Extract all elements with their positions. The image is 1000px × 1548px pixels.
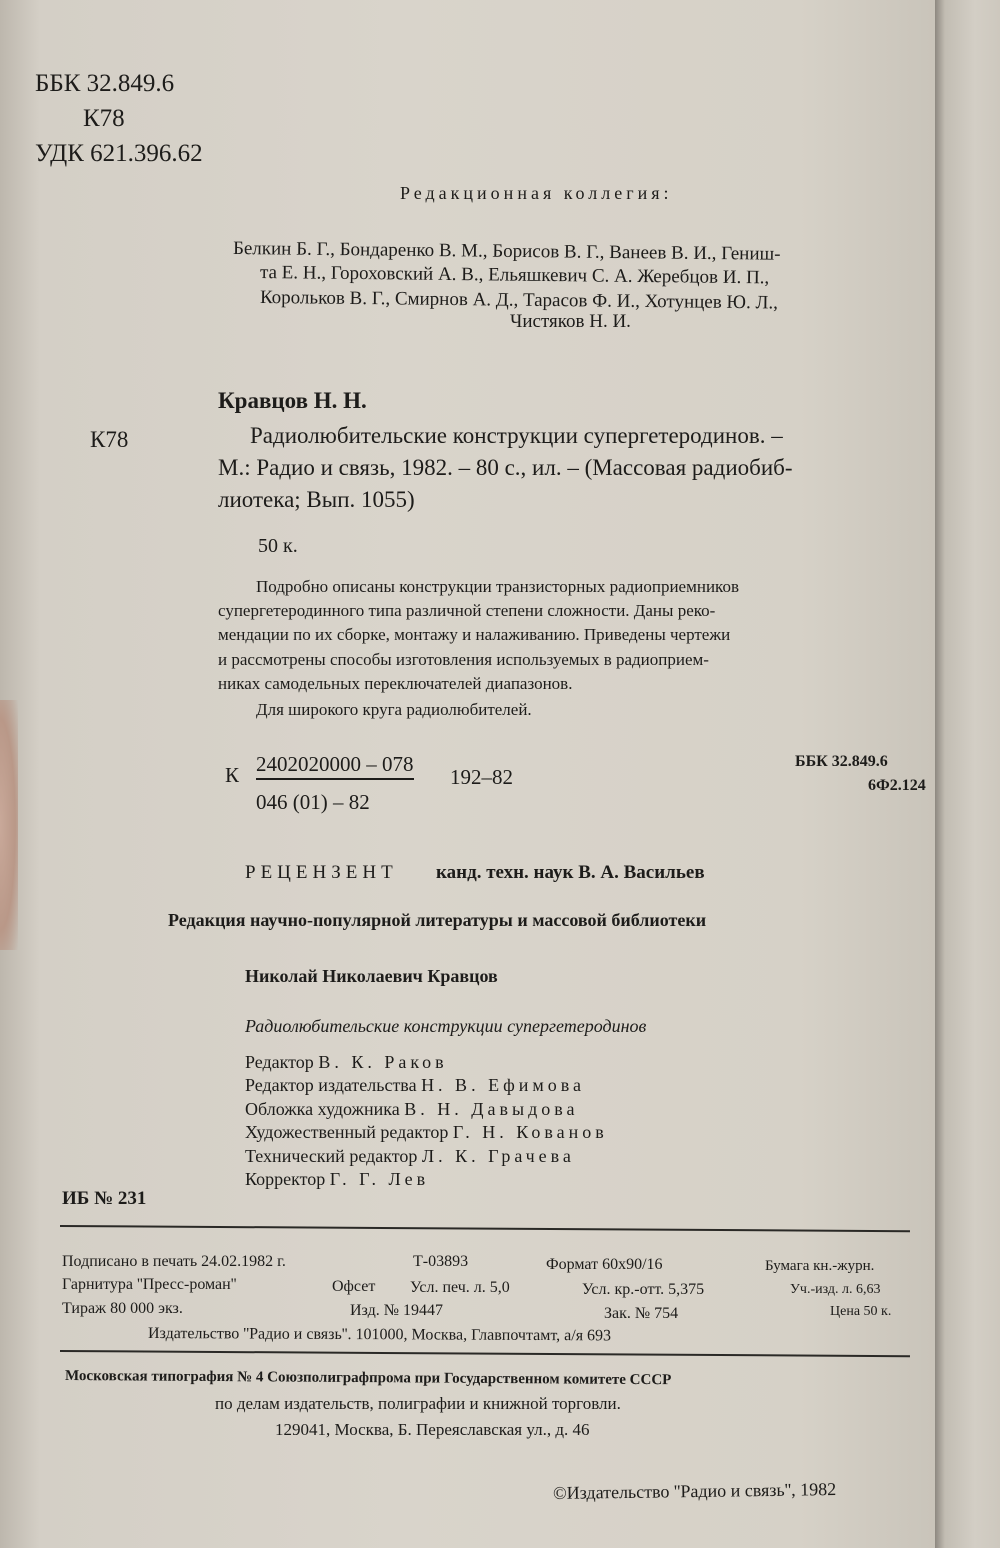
imprint-format: Формат 60х90/16 <box>546 1256 663 1273</box>
catalog-price: 50 к. <box>258 535 298 557</box>
full-author-name: Николай Николаевич Кравцов <box>245 966 498 986</box>
credit-line <box>245 1122 608 1143</box>
imprint-typeface: Гарнитура ''Пресс-роман'' <box>62 1276 237 1293</box>
credit-name: В. К. Раков <box>318 1052 448 1072</box>
credit-name: В. Н. Давыдова <box>404 1099 579 1119</box>
credit-line <box>245 1075 585 1096</box>
catalog-description-line: лиотека; Вып. 1055) <box>218 487 415 512</box>
credit-line <box>245 1099 578 1120</box>
credit-role: Редактор издательства <box>245 1075 417 1095</box>
ib-number: ИБ № 231 <box>62 1188 147 1209</box>
abstract-line: и рассмотрены способы изготовления используемых в радиоприем- <box>218 650 709 669</box>
udk-code: УДК 621.396.62 <box>35 140 203 167</box>
abstract-line: никах самодельных переключателей диапазонов. <box>218 674 573 693</box>
copyright-line: ©Издательство ''Радио и связь'', 1982 <box>552 1479 837 1503</box>
index-suffix: 192–82 <box>450 765 513 789</box>
printer-line: Московская типография № 4 Союзполиграфпрома при Государственном комитете СССР <box>64 1368 672 1389</box>
abstract-line: супергетеродинного типа различной степени сложности. Даны реко- <box>218 601 716 620</box>
catalog-description-line: М.: Радио и связь, 1982. – 80 с., ил. – (Массовая радиобиб- <box>218 455 793 480</box>
reviewer-name: канд. техн. наук В. А. Васильев <box>436 862 705 883</box>
imprint-paper: Бумага кн.-журн. <box>765 1258 875 1274</box>
editorial-board-line: Чистяков Н. И. <box>510 311 631 332</box>
credit-role: Обложка художника <box>245 1099 400 1119</box>
edition-department: Редакция научно-популярной литературы и массовой библиотеки <box>168 910 707 930</box>
index-numerator: 2402020000 – 078 <box>256 752 414 780</box>
catalog-description-line: Радиолюбительские конструкции супергетеродинов. – <box>250 423 783 448</box>
credit-line <box>245 1146 575 1167</box>
editorial-board-line: Корольков В. Г., Смирнов А. Д., Тарасов Ф. И., Хотунцев Ю. Л., <box>259 287 779 314</box>
catalog-code: К78 <box>90 427 129 452</box>
index-denominator: 046 (01) – 82 <box>256 790 370 814</box>
editorial-board-line: Белкин Б. Г., Бондаренко В. М., Борисов В. Г., Ванеев В. И., Гениш- <box>232 238 781 265</box>
index-bbk: ББК 32.849.6 <box>795 753 888 770</box>
credit-line <box>245 1169 429 1190</box>
finger-edge <box>0 700 18 950</box>
index-bbk2: 6Ф2.124 <box>868 777 926 794</box>
credit-role: Корректор <box>245 1169 326 1189</box>
editorial-board-line: та Е. Н., Гороховский А. В., Ельяшкевич С. А. Жеребцов И. П., <box>259 262 770 289</box>
imprint-izd-number: Изд. № 19447 <box>350 1302 443 1319</box>
audience-line: Для широкого круга радиолюбителей. <box>256 700 532 719</box>
imprint-t-code: Т-03893 <box>413 1253 469 1270</box>
author-code: К78 <box>83 105 125 132</box>
editorial-board-heading: Редакционная коллегия: <box>400 183 673 203</box>
imprint-color-proofs: Усл. кр.-отт. 5,375 <box>582 1281 705 1298</box>
catalog-author: Кравцов Н. Н. <box>218 388 367 413</box>
credit-role: Редактор <box>245 1052 314 1072</box>
imprint-pub-sheets: Уч.-изд. л. 6,63 <box>790 1282 881 1297</box>
adjacent-page-edge <box>935 0 1000 1548</box>
imprint-price: Цена 50 к. <box>830 1304 892 1319</box>
reviewer-label: РЕЦЕНЗЕНТ <box>245 862 398 883</box>
abstract-line: мендации по их сборке, монтажу и налаживанию. Приведены чертежи <box>218 625 731 644</box>
imprint-publisher: Издательство ''Радио и связь''. 101000, Москва, Главпочтамт, а/я 693 <box>147 1325 612 1345</box>
index-letter: К <box>225 763 240 787</box>
imprint-print-sheets: Усл. печ. л. 5,0 <box>410 1279 510 1296</box>
printer-line: по делам издательств, полиграфии и книжной торговли. <box>215 1394 621 1413</box>
credit-role: Технический редактор <box>245 1146 418 1166</box>
credit-line <box>245 1052 448 1073</box>
credit-name: Л. К. Грачева <box>421 1146 575 1166</box>
imprint-signed: Подписано в печать 24.02.1982 г. <box>62 1253 286 1270</box>
printer-line: 129041, Москва, Б. Переяславская ул., д. 46 <box>275 1420 590 1439</box>
imprint-print-method: Офсет <box>332 1278 376 1295</box>
credit-role: Художественный редактор <box>245 1122 449 1142</box>
imprint-circulation: Тираж 80 000 экз. <box>62 1300 183 1317</box>
credit-name: Н. В. Ефимова <box>421 1075 585 1095</box>
credit-name: Г. Н. Кованов <box>452 1122 608 1142</box>
credit-name: Г. Г. Лев <box>329 1169 430 1189</box>
abstract-line: Подробно описаны конструкции транзисторных радиоприемников <box>256 577 739 596</box>
book-title: Радиолюбительские конструкции супергетеродинов <box>245 1016 647 1036</box>
bbk-code: ББК 32.849.6 <box>35 70 175 97</box>
imprint-order: Зак. № 754 <box>604 1305 679 1322</box>
